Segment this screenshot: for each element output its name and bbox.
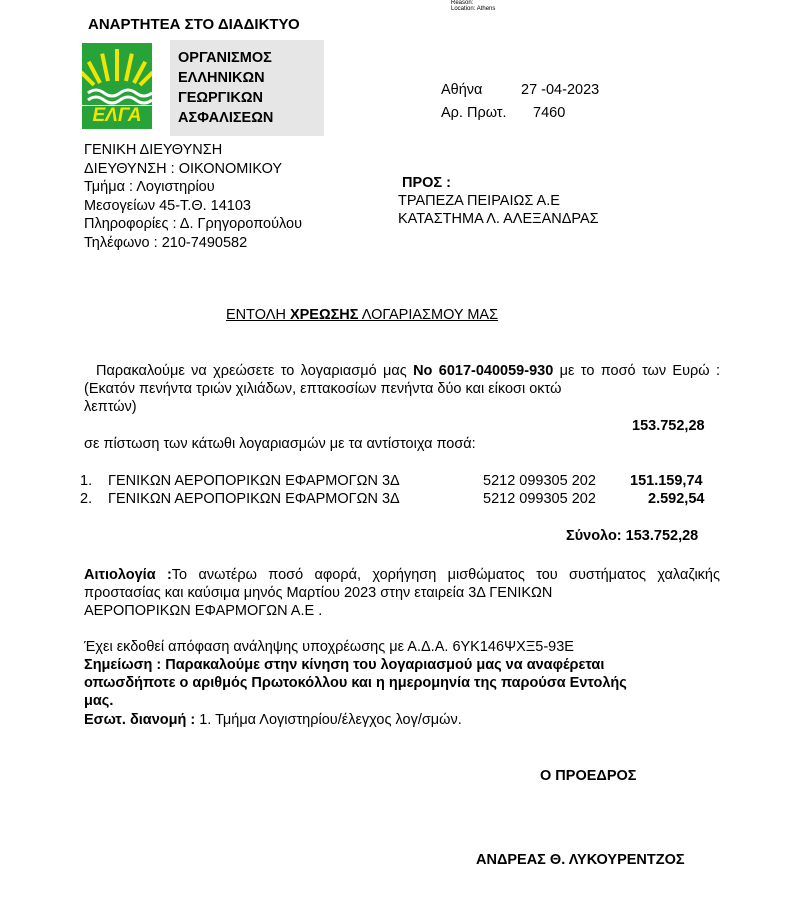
org-name-line: ΑΣΦΑΛΙΣΕΩΝ bbox=[178, 110, 274, 126]
credit-line: σε πίστωση των κάτωθι λογαριασμών με τα αντίστοιχα ποσά: bbox=[84, 436, 476, 452]
distribution-label: Εσωτ. διανομή : bbox=[84, 712, 196, 728]
sender-line: Πληροφορίες : Δ. Γρηγοροπούλου bbox=[84, 216, 303, 233]
item-amount: 2.592,54 bbox=[648, 491, 705, 507]
internal-distribution bbox=[84, 711, 462, 729]
protocol-label: Αρ. Πρωτ. bbox=[441, 105, 507, 121]
signatory-name: ΑΝΔΡΕΑΣ Θ. ΛΥΚΟΥΡΕΝΤΖΟΣ bbox=[476, 852, 685, 868]
debit-amount: 153.752,28 bbox=[632, 418, 705, 434]
total-label: Σύνολο: bbox=[566, 528, 622, 544]
protocol-number: 7460 bbox=[533, 105, 566, 121]
posted-online-label: ΑΝΑΡΤΗΤΕΑ ΣΤΟ ΔΙΑΔΙΚΤΥΟ bbox=[88, 16, 300, 33]
item-number: 2. bbox=[80, 491, 93, 507]
justification-text: Το ανωτέρω ποσό αφορά, χορήγηση μισθώματος του συστήματος χαλαζικής προστασίας και καύσιμα μηνός Μαρτίου 2023 στην εταιρεία 3Δ ΓΕΝΙΚΩΝ bbox=[84, 567, 720, 601]
recipient-line: ΚΑΤΑΣΤΗΜΑ Λ. ΑΛΕΞΑΝΔΡΑΣ bbox=[398, 211, 599, 227]
item-amount: 151.159,74 bbox=[630, 473, 703, 489]
justification-paragraph bbox=[84, 566, 720, 602]
document-date: 27 -04-2023 bbox=[521, 82, 600, 98]
total-value: 153.752,28 bbox=[625, 528, 699, 544]
note-line: Σημείωση : Παρακαλούμε στην κίνηση του λογαριασμού μας να αναφέρεται bbox=[84, 657, 605, 673]
sender-line: Μεσογείων 45-Τ.Θ. 14103 bbox=[84, 197, 251, 214]
instruction-paragraph bbox=[84, 362, 720, 398]
note-line: οπωσδήποτε ο αριθμός Πρωτοκόλλου και η ημερομηνία της παρούσα Εντολής bbox=[84, 675, 627, 691]
note-line: μας. bbox=[84, 693, 114, 709]
sender-line: ΓΕΝΙΚΗ ΔΙΕΥΘΥΝΣΗ bbox=[84, 142, 223, 158]
sender-line: Τηλέφωνο : 210-7490582 bbox=[84, 234, 248, 251]
sender-line: ΔΙΕΥΘΥΝΣΗ : ΟΙΚΟΝΟΜΙΚΟΥ bbox=[84, 160, 283, 177]
signatory-title: Ο ΠΡΟΕΔΡΟΣ bbox=[540, 768, 637, 784]
subject-part: ΛΟΓΑΡΙΑΣΜΟΥ ΜΑΣ bbox=[358, 307, 499, 323]
recipient-label: ΠΡΟΣ : bbox=[402, 175, 451, 191]
item-name: ΓΕΝΙΚΩΝ ΑΕΡΟΠΟΡΙΚΩΝ ΕΦΑΡΜΟΓΩΝ 3Δ bbox=[108, 491, 400, 507]
distribution-text: 1. Τμήμα Λογιστηρίου/έλεγχος λογ/σμών. bbox=[195, 712, 462, 728]
signature-reason: Reason: bbox=[451, 0, 474, 6]
justification-text-end: ΑΕΡΟΠΟΡΙΚΩΝ ΕΦΑΡΜΟΓΩΝ Α.Ε . bbox=[84, 603, 323, 619]
signature-location: Location: Athens bbox=[451, 6, 496, 12]
decision-line: Έχει εκδοθεί απόφαση ανάληψης υποχρέωσης με Α.Δ.Α. 6ΥΚ146ΨΧΞ5-93Ε bbox=[84, 639, 574, 655]
logo-text: ΕΛΓΑ bbox=[92, 105, 142, 126]
elga-logo bbox=[82, 43, 152, 129]
item-number: 1. bbox=[80, 473, 93, 489]
total bbox=[566, 527, 698, 545]
intro-text: με το ποσό των Ευρώ : (Εκατόν πενήντα τριών χιλιάδων, επτακοσίων πενήντα δύο και είκοσι οκτώ bbox=[84, 363, 720, 397]
org-name-line: ΕΛΛΗΝΙΚΩΝ bbox=[178, 70, 265, 86]
organization-name bbox=[178, 48, 273, 128]
sender-block bbox=[84, 141, 302, 253]
org-name-line: ΓΕΩΡΓΙΚΩΝ bbox=[178, 90, 263, 106]
document-subject bbox=[226, 306, 498, 324]
sender-line: Τμήμα : Λογιστηρίου bbox=[84, 179, 215, 196]
org-name-line: ΟΡΓΑΝΙΣΜΟΣ bbox=[178, 50, 272, 66]
justification-label: Αιτιολογία : bbox=[84, 567, 172, 583]
item-account: 5212 099305 202 bbox=[483, 473, 596, 489]
item-name: ΓΕΝΙΚΩΝ ΑΕΡΟΠΟΡΙΚΩΝ ΕΦΑΡΜΟΓΩΝ 3Δ bbox=[108, 473, 400, 489]
intro-text: Παρακαλούμε να χρεώσετε το λογαριασμό μας bbox=[96, 363, 414, 379]
subject-emphasis: ΧΡΕΩΣΗΣ bbox=[289, 307, 359, 323]
debit-account-number: Νο 6017-040059-930 bbox=[413, 363, 554, 379]
organization-name-box bbox=[170, 40, 324, 136]
item-account: 5212 099305 202 bbox=[483, 491, 596, 507]
intro-text-end: λεπτών) bbox=[84, 399, 137, 415]
subject-part: ΕΝΤΟΛΗ bbox=[226, 307, 290, 323]
city: Αθήνα bbox=[441, 82, 483, 98]
recipient-line: ΤΡΑΠΕΖΑ ΠΕΙΡΑΙΩΣ Α.Ε bbox=[398, 193, 560, 209]
